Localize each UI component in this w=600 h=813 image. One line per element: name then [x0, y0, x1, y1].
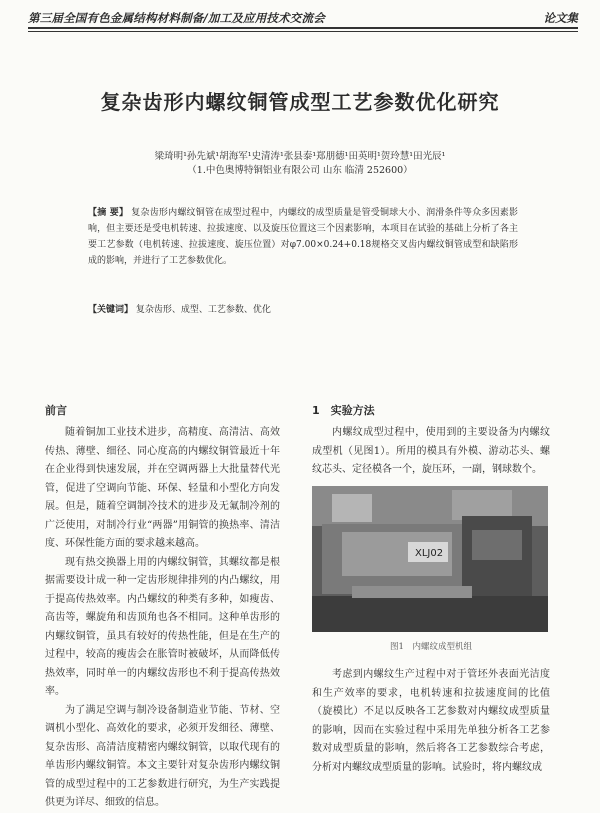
machine-photo-illustration: [312, 486, 548, 632]
section-heading-methods: 1 实验方法: [312, 404, 375, 417]
paragraph: 内螺纹成型过程中，使用到的主要设备为内螺纹成型机（见图1）。所用的模具有外模、游动芯头、螺纹芯头、定径模各一个，旋压环，一副，钢球数个。: [312, 427, 550, 475]
paragraph: 考虑到内螺纹生产过程中对于管坯外表面光洁度和生产效率的要求，电机转速和拉拔速度间的比值（旋模比）不足以反映各工艺参数对内螺纹成型质量的影响，因而在实验过程中采用先单独分析各工艺参数对成型质量的影响，然后将各工艺参数综合考虑，分析对内螺纹成型质量的影响。试验时，将内螺纹成: [312, 669, 550, 773]
page-header: [28, 10, 578, 28]
right-column: [312, 404, 550, 777]
abstract-block: [88, 205, 518, 269]
paragraph: 为了满足空调与制冷设备制造业节能、节材、空调机小型化、高效化的要求，必须开发细径、薄壁、复杂齿形、高清洁度精密内螺纹铜管，以取代现有的单齿形内螺纹铜管。本文主要针对复杂齿形内螺纹铜管的成型过程中的工艺参数进行研究，为生产实践提供更为详尽、细致的信息。: [45, 704, 280, 808]
header-divider-thin: [28, 31, 578, 32]
abstract-text: 复杂齿形内螺纹铜管在成型过程中，内螺纹的成型质量是管受铜球大小、润滑条件等众多因素影响，但主要还是受电机转速、拉拔速度、以及旋压位置这三个因素影响，本项目在试验的基础上分析了各主要工艺参数（电机转速、拉拔速度、旋压位置）对φ7.00×0.24+0.18规格交叉齿内螺纹铜管成型和缺陷形成的影响，并进行了工艺参数优化。: [88, 208, 518, 266]
machine-label-text: XLJ02: [415, 547, 444, 559]
keywords-label: 【关键词】: [88, 305, 134, 315]
paragraph: 现有热交换器上用的内螺纹铜管，其螺纹都是根据需要设计成一种一定齿形规律排列的内凸螺纹，用于提高传热效率。内凸螺纹的种类有多种，如瘦齿、高齿等，螺旋角和齿顶角也各不相同。这种单齿形的内螺纹铜管，虽具有较好的传热性能，但是在生产的过程中，较高的瘦齿会在胀管时被破坏，从而降低传热效率，同时单一的内螺纹齿形也不利于提高传热效率。: [45, 556, 280, 697]
abstract-label: 【摘 要】: [88, 208, 129, 218]
left-column: [45, 404, 280, 813]
keywords-block: [88, 302, 518, 318]
proceedings-label: 论文集: [543, 11, 578, 25]
section-heading-preface: 前言: [45, 404, 67, 417]
conference-name: 第三届全国有色金属结构材料制备/加工及应用技术交流会: [28, 11, 325, 25]
figure-caption: 图1 内螺纹成型机组: [390, 641, 472, 652]
affiliation: （1.中色奥博特铜铝业有限公司 山东 临清 252600）: [187, 165, 413, 176]
keywords-text: 复杂齿形、成型、工艺参数、优化: [135, 305, 271, 315]
paper-title: 复杂齿形内螺纹铜管成型工艺参数优化研究: [100, 90, 500, 114]
header-divider: [28, 27, 578, 29]
figure-photo: [312, 486, 548, 632]
author-list: 梁琦明¹孙先斌¹胡海军¹史清涛¹张县泰¹郑朋德¹田英明¹贺玲慧¹田光辰¹: [154, 151, 446, 162]
paragraph: 随着铜加工业技术进步，高精度、高清洁、高效传热、薄壁、细径、同心度高的内螺纹铜管最近十年在企业得到快速发展，并在空调两器上大批量替代光管，促进了空调向节能、环保、轻量和小型化方向发展。但是，随着空调制冷技术的进步及无氟制冷剂的广泛使用，对制冷行业“两器”用铜管的换热率、清洁度、环保性能方面的要求越来越高。: [45, 427, 280, 549]
